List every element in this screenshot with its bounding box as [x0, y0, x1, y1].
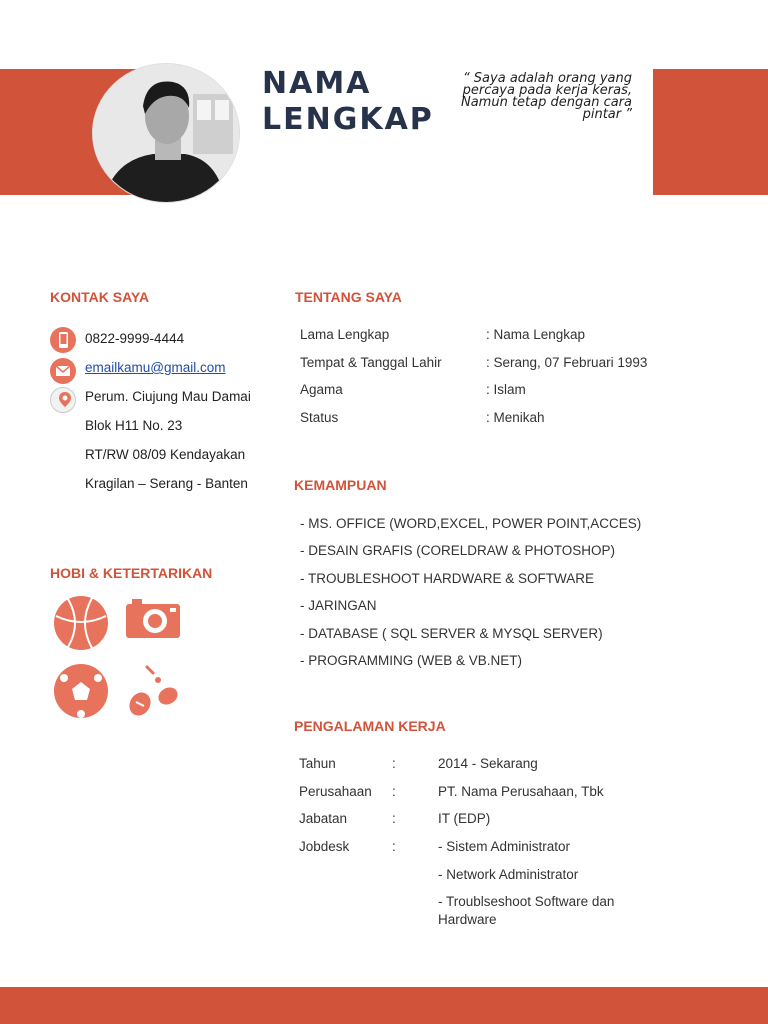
about-title: TENTANG SAYA	[295, 289, 402, 305]
experience-separator: :	[392, 839, 396, 854]
camera-icon	[124, 594, 182, 652]
experience-label: Jabatan	[299, 811, 348, 826]
about-label: Agama	[300, 382, 343, 397]
quote-line: percaya pada kerja keras,	[462, 83, 632, 98]
about-value: : Nama Lengkap	[486, 327, 586, 342]
phone-icon	[50, 327, 76, 353]
footer-band	[0, 987, 768, 1024]
personal-quote	[452, 73, 632, 121]
experience-value: PT. Nama Perusahaan, Tbk	[438, 784, 604, 799]
jobdesk-item: - Troublseshoot Software dan	[438, 894, 615, 909]
contact-email-link[interactable]: emailkamu@gmail.com	[85, 360, 226, 375]
address-line: Perum. Ciujung Mau Damai	[85, 389, 251, 404]
skill-item: - JARINGAN	[300, 598, 377, 613]
experience-title: PENGALAMAN KERJA	[294, 718, 446, 734]
experience-label: Perusahaan	[299, 784, 372, 799]
email-icon	[50, 358, 76, 384]
experience-separator: :	[392, 756, 396, 771]
about-label: Status	[300, 410, 339, 425]
experience-label: Jobdesk	[299, 839, 350, 854]
experience-separator: :	[392, 811, 396, 826]
skill-item: - DATABASE ( SQL SERVER & MYSQL SERVER)	[300, 626, 603, 641]
skill-item: - DESAIN GRAFIS (CORELDRAW & PHOTOSHOP)	[300, 543, 616, 558]
hobbies-title: HOBI & KETERTARIKAN	[50, 565, 213, 581]
about-label: Tempat & Tanggal Lahir	[300, 355, 442, 370]
fishing-icon	[124, 662, 182, 720]
about-label: Lama Lengkap	[300, 327, 390, 342]
experience-value: IT (EDP)	[438, 811, 491, 826]
skill-item: - TROUBLESHOOT HARDWARE & SOFTWARE	[300, 571, 595, 586]
full-name	[262, 66, 434, 138]
experience-value: - Sistem Administrator	[438, 839, 571, 854]
address-line: RT/RW 08/09 Kendayakan	[85, 447, 246, 462]
skill-item: - PROGRAMMING (WEB & VB.NET)	[300, 653, 523, 668]
profile-photo	[92, 63, 240, 203]
experience-label: Tahun	[299, 756, 336, 771]
contact-phone: 0822-9999-4444	[85, 331, 185, 346]
jobdesk-item: - Network Administrator	[438, 867, 579, 882]
skills-title: KEMAMPUAN	[294, 477, 387, 493]
soccer-ball-icon	[52, 662, 110, 720]
jobdesk-item: Hardware	[438, 912, 497, 927]
address-line: Blok H11 No. 23	[85, 418, 183, 433]
about-value: : Islam	[486, 382, 526, 397]
experience-value: 2014 - Sekarang	[438, 756, 538, 771]
contact-title: KONTAK SAYA	[50, 289, 150, 305]
header-band-right	[653, 69, 768, 195]
quote-line: pintar ”	[582, 107, 632, 122]
name-line-1: NAMA	[262, 66, 372, 101]
quote-line: Namun tetap dengan cara	[460, 95, 632, 110]
name-line-2: LENGKAP	[262, 102, 434, 137]
skill-item: - MS. OFFICE (WORD,EXCEL, POWER POINT,ACCES)	[300, 516, 642, 531]
address-line: Kragilan – Serang - Banten	[85, 476, 248, 491]
about-value: : Serang, 07 Februari 1993	[486, 355, 648, 370]
experience-separator: :	[392, 784, 396, 799]
basketball-icon	[52, 594, 110, 652]
location-icon	[50, 387, 76, 413]
quote-line: “ Saya adalah orang yang	[462, 71, 632, 86]
about-value: : Menikah	[486, 410, 545, 425]
